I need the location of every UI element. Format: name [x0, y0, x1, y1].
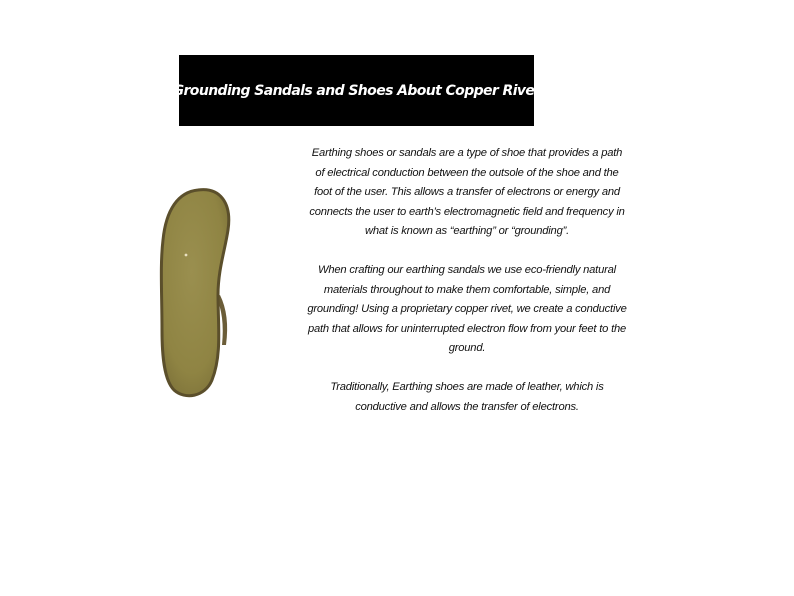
sandal-sole-image: [150, 185, 250, 405]
paragraph-earthing-definition: Earthing shoes or sandals are a type of shoe that provides a path of electrical conduction between the outsole of the shoe and the foot of the user. This allows a transfer of electrons or energy and connects the user to earth’s electromagnetic field and frequency in what is known as “earthing” or “grounding”.: [309, 147, 625, 237]
paragraph-crafting: When crafting our earthing sandals we use eco-friendly natural materials throughout to make them comfortable, simple, and grounding! Using a proprietary copper rivet, we create a conductive path that allows for uninterrupted electron flow from your feet to the ground.: [307, 264, 627, 354]
page-title: Grounding Sandals and Shoes About Copper Rivet: [172, 82, 541, 99]
sandal-sole-icon: [150, 185, 250, 405]
title-banner: [172, 55, 541, 126]
body-text: [306, 144, 628, 437]
paragraph-leather: Traditionally, Earthing shoes are made of leather, which is conductive and allows the transfer of electrons.: [330, 381, 604, 413]
